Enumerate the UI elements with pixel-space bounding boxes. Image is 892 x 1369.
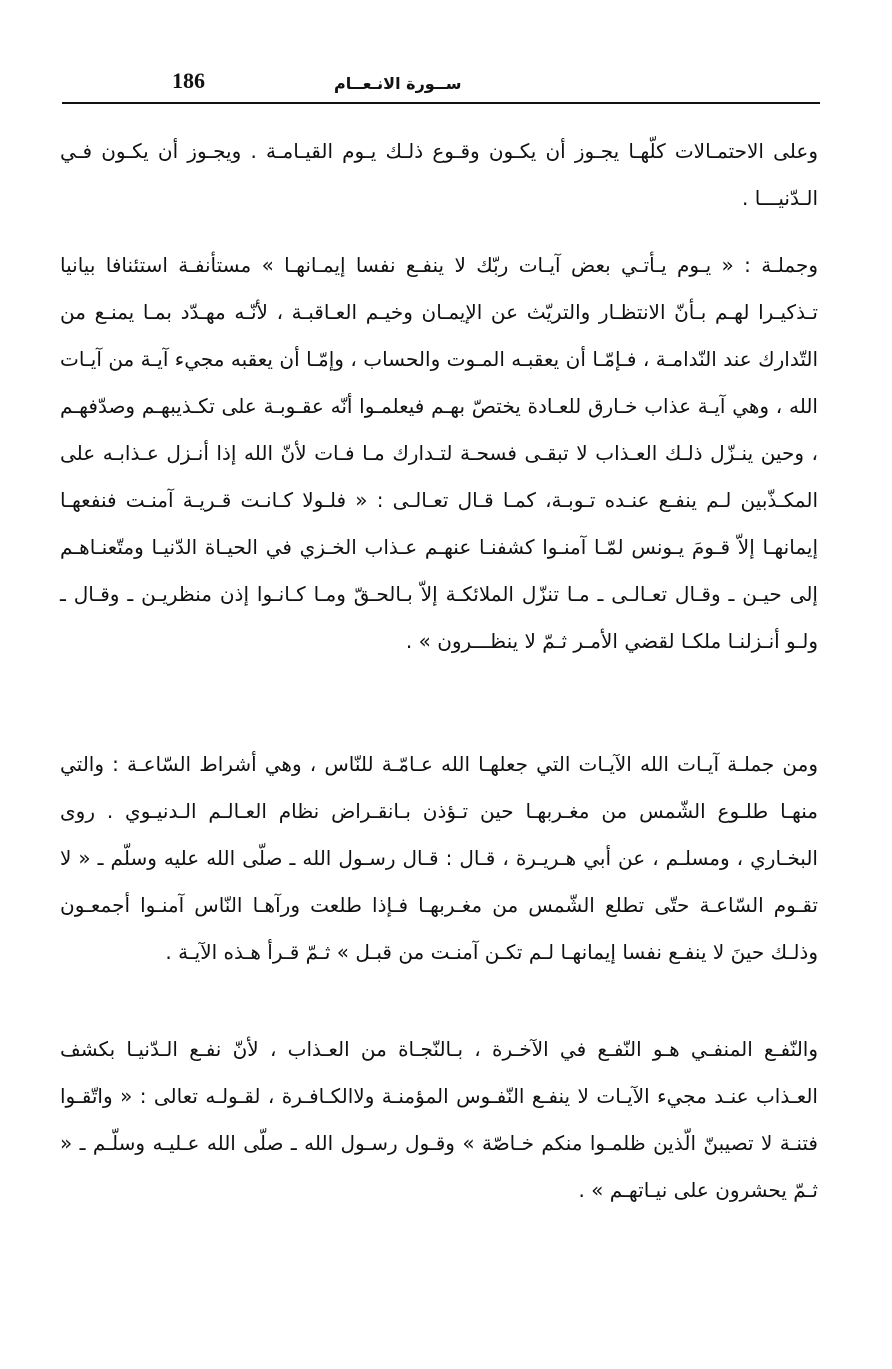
paragraph: وعلى الاحتمـالات كلّهـا يجـوز أن يكـون وقـوع ذلـك يـوم القيـامـة . ويجـوز أن يكـون فـي الـدّنيـــا . bbox=[60, 139, 818, 210]
page-number: 186 bbox=[172, 68, 205, 93]
paragraph: ومن جملـة آيـات الله الآيـات التي جعلهـا الله عـامّـة للنّاس ، وهي أشراط السّاعـة : والتي منهـا طلـوع الشّمس من مغـربهـا حين تـؤذن بـانقـراض نظام العـالـم الـدنيـوي . روى البخـاري ، ومسلـم ، عن أبي هـريـرة ، قـال : قـال رسـول الله ـ صلّى الله عليه وسلّم ـ « لا تقـوم السّاعـة حتّى تطلع الشّمس من مغـربهـا فـإذا طلعت ورآهـا النّاس آمنـوا أجمعـون وذلـك حينَ لا ينفـع نفسا إيمانهـا لـم تكـن آمنـت من قبـل » ثـمّ قـرأ هـذه الآيـة . bbox=[60, 752, 818, 964]
surah-title: ســورة الانـعــام bbox=[334, 74, 462, 93]
paragraph: والنّفـع المنفـي هـو النّفـع في الآخـرة ، بـالنّجـاة من العـذاب ، لأنّ نفـع الـدّنيـا بكشف العـذاب عنـد مجيء الآيـات لا ينفـع النّفـوس المؤمنـة ولاالكـافـرة ، لقـولـه تعالى : « واتّقـوا فتنـة لا تصيبنّ الّذين ظلمـوا منكم خـاصّة » وقـول رسـول الله ـ صلّى الله عـليـه وسلّـم ـ « ثـمّ يحشرون على نيـاتهـم » . bbox=[60, 1037, 818, 1202]
paragraph: وجملـة : « يـوم يـأتـي بعض آيـات ربّك لا ينفـع نفسا إيمـانهـا » مستأنفـة استئنافا بيانيا تـذكيـرا لهـم بـأنّ الانتظـار والتريّث عن الإيمـان وخيـم العـاقبـة ، لأنّـه مهـدّد بمـا يمنـع من التّدارك عند النّدامـة ، فـإمّـا أن يعقبـه المـوت والحساب ، وإمّـا أن يعقبه مجيء آيـة من آيـات الله ، وهي آيـة عذاب خـارق للعـادة يختصّ بهـم فيعلمـوا أنّه عقـوبـة على تكـذيبهـم وصدّفهـم ، وحين ينـزّل ذلـك العـذاب لا تبقـى فسحـة لتـدارك مـا فـات لأنّ الله إذا أنـزل عـذابـه على المكـذّبين لـم ينفـع عنـده تـوبـة، كمـا قـال تعـالـى : « فلـولا كـانـت قـريـة آمنـت فنفعهـا إيمانهـا إلاّ قـومَ يـونس لمّـا آمنـوا كشفنـا عنهـم عـذاب الخـزي في الحيـاة الدّنيـا ومتّعنـاهـم إلى حيـن ـ وقـال تعـالـى ـ مـا تنزّل الملائكـة إلاّ بـالحـقّ ومـا كـانـوا إذن منظريـن ـ وقـال ـ ولـو أنـزلنـا ملكـا لقضي الأمـر ثـمّ لا ينظـــرون » . bbox=[60, 253, 818, 653]
page-header bbox=[62, 62, 820, 108]
header-rule bbox=[62, 102, 820, 104]
